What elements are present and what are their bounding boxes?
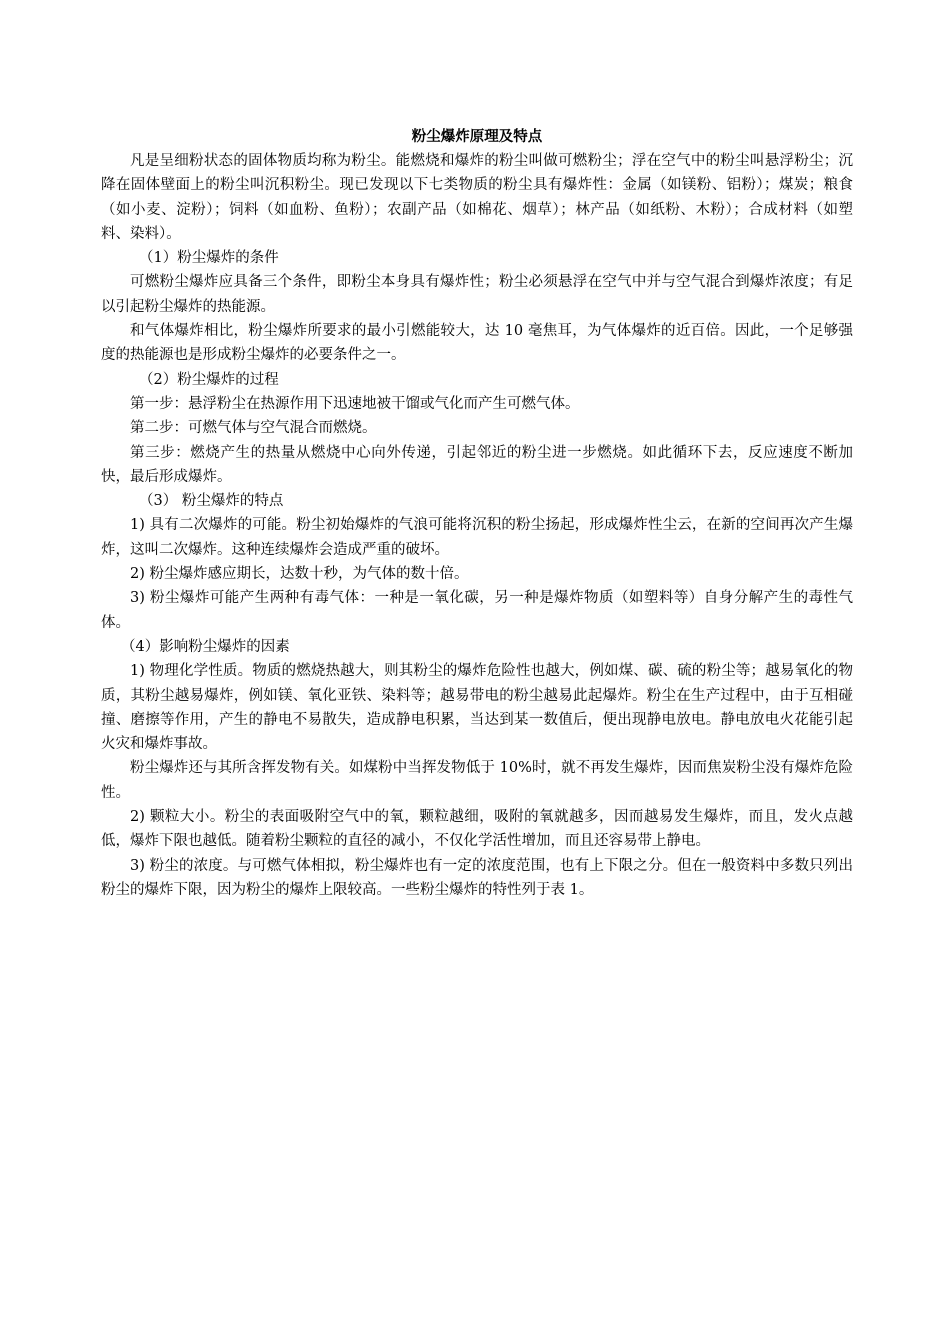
paragraph-step-1: 第一步：悬浮粉尘在热源作用下迅速地被干馏或气化而产生可燃气体。 [130,395,580,412]
section-heading-3: （3） 粉尘爆炸的特点 [139,493,284,510]
paragraph-step-3: 第三步：燃烧产生的热量从燃烧中心向外传递，引起邻近的粉尘进一步燃烧。如此循环下去，反应速度不断加快，最后形成爆炸。 [101,444,853,485]
section-heading-2: （2）粉尘爆炸的过程 [139,371,279,388]
document-page [101,126,853,902]
section-heading-1: （1）粉尘爆炸的条件 [139,250,279,267]
paragraph-feature-2: 2) 粉尘爆炸感应期长，达数十秒，为气体的数十倍。 [130,566,469,583]
section-heading-4: （4）影响粉尘爆炸的因素 [121,638,290,655]
paragraph-conditions: 可燃粉尘爆炸应具备三个条件，即粉尘本身具有爆炸性；粉尘必须悬浮在空气中并与空气混合到爆炸浓度；有足以引起粉尘爆炸的热能源。 [101,274,853,315]
paragraph-intro: 凡是呈细粉状态的固体物质均称为粉尘。能燃烧和爆炸的粉尘叫做可燃粉尘；浮在空气中的粉尘叫悬浮粉尘；沉降在固体壁面上的粉尘叫沉积粉尘。现已发现以下七类物质的粉尘具有爆炸性：金属（如镁粉、铝粉）；煤炭；粮食（如小麦、淀粉）；饲料（如血粉、鱼粉）；农副产品（如棉花、烟草）；林产品（如纸粉、木粉）；合成材料（如塑料、染料）。 [101,153,853,242]
paragraph-feature-1: 1) 具有二次爆炸的可能。粉尘初始爆炸的气浪可能将沉积的粉尘扬起，形成爆炸性尘云，在新的空间再次产生爆炸，这叫二次爆炸。这种连续爆炸会造成严重的破坏。 [101,517,853,558]
paragraph-volatiles: 粉尘爆炸还与其所含挥发物有关。如煤粉中当挥发物低于 10%时，就不再发生爆炸，因而焦炭粉尘没有爆炸危险性。 [101,760,853,801]
paragraph-ignition-energy: 和气体爆炸相比，粉尘爆炸所要求的最小引燃能较大，达 10 毫焦耳，为气体爆炸的近百倍。因此，一个足够强度的热能源也是形成粉尘爆炸的必要条件之一。 [101,323,853,364]
paragraph-step-2: 第二步：可燃气体与空气混合而燃烧。 [130,420,377,437]
document-title: 粉尘爆炸原理及特点 [411,128,543,145]
paragraph-feature-3: 3) 粉尘爆炸可能产生两种有毒气体：一种是一氧化碳，另一种是爆炸物质（如塑料等）自身分解产生的毒性气体。 [101,590,853,631]
paragraph-factor-1: 1) 物理化学性质。物质的燃烧热越大，则其粉尘的爆炸危险性也越大，例如煤、碳、硫的粉尘等；越易氧化的物质，其粉尘越易爆炸，例如镁、氧化亚铁、染料等；越易带电的粉尘越易此起爆炸。粉尘在生产过程中，由于互相碰撞、磨擦等作用，产生的静电不易散失，造成静电积累，当达到某一数值后，便出现静电放电。静电放电火花能引起火灾和爆炸事故。 [101,663,853,753]
paragraph-factor-2: 2) 颗粒大小。粉尘的表面吸附空气中的氧，颗粒越细，吸附的氧就越多，因而越易发生爆炸，而且，发火点越低，爆炸下限也越低。随着粉尘颗粒的直径的减小，不仅化学活性增加，而且还容易带上静电。 [101,809,853,850]
paragraph-factor-3: 3) 粉尘的浓度。与可燃气体相拟，粉尘爆炸也有一定的浓度范围，也有上下限之分。但在一般资料中多数只列出粉尘的爆炸下限，因为粉尘的爆炸上限较高。一些粉尘爆炸的特性列于表 1。 [101,857,853,898]
